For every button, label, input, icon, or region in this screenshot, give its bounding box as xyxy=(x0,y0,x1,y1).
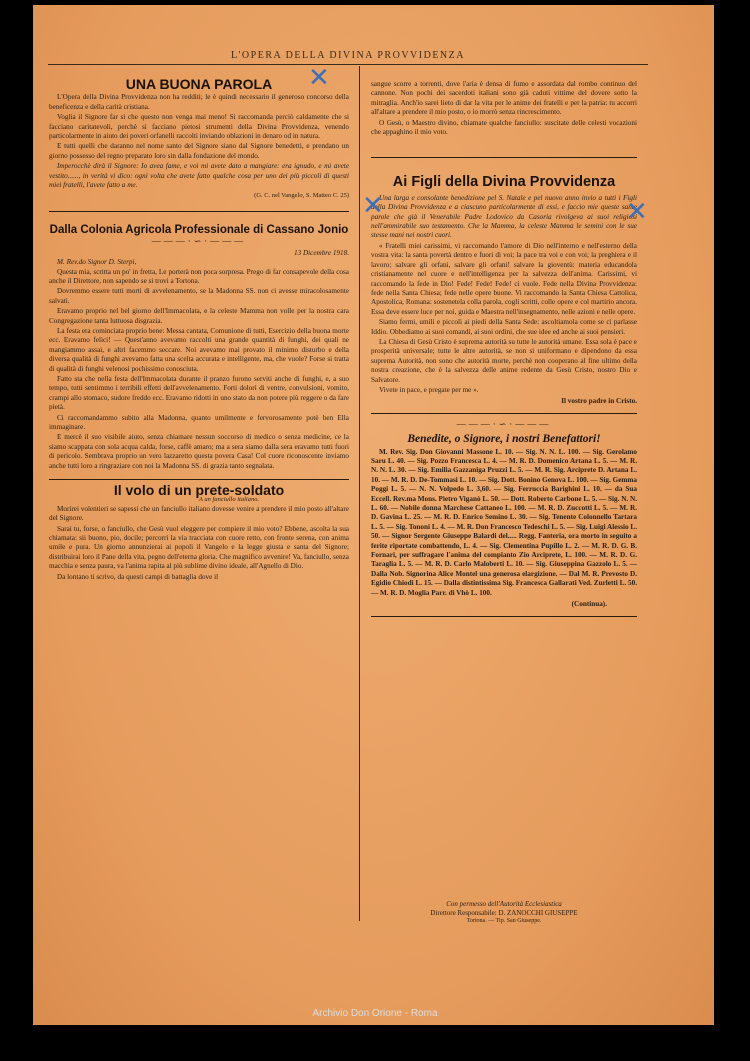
imprint-printer: Tortona. — Tip. San Giuseppe. xyxy=(466,918,542,924)
figli-p3: La Chiesa di Gesù Cristo è suprema autorità su tutte le autorità umane. Essa sola è pace e prosperità universale; tutte le altre autorità, se non si uniformano e dipendono da essa suprema Autorità, non sono che autorità morte, perchè non cooperano al fine ultimo della nostra creazione, che è la salvezza delle anime redente da Gesù Cristo, nostro Dio e Salvatore. xyxy=(371,337,637,384)
figli-intro: Una larga e consolante benedizione pel S. Natale e pel nuovo anno invio a tutti i Figli della Divina Provvidenza e a ciascuno particolarmente di essi, e faccio mie queste sante parole che già il Venerabile Padre Lodovico da Casoria rivolgeva ai suoi religiosi nell'ammirabile suo testamento. Che la Mamma, la celeste Mamma le semini con le sue stesse mani nei nostri cuori. xyxy=(371,193,637,240)
column-divider xyxy=(359,66,360,921)
separator xyxy=(371,616,637,617)
volo-continued-p2: O Gesù, o Maestro divino, chiamate qualche fanciullo: suscitate delle celesti vocazioni che appaghino il mio voto. xyxy=(371,118,637,137)
imprint-director: Direttore Responsabile: D. ZANOCCHI GIUSEPPE xyxy=(430,908,578,917)
volo-p1: Morirei volentieri se sapessi che un fanciullo italiano dovesse venire a prendere il mio posto all'altare del Signore. xyxy=(49,504,349,523)
colonia-p3: Eravamo proprio nel bel giorno dell'Immacolata, e la celeste Mamma non volle per la nostra cara Congregazione tanta luttuosa disgrazia. xyxy=(49,307,349,325)
archive-credit: Archivio Don Orione - Roma xyxy=(312,1008,438,1019)
page-header: L'OPERA DELLA DIVINA PROVVIDENZA xyxy=(231,50,465,61)
separator xyxy=(49,479,349,480)
volo-title: Il volo di un prete-soldato xyxy=(113,482,285,499)
figli-p2: Siamo fermi, umili e piccoli ai piedi della Santa Sede: ascoltiamola come se ci parlasse Iddio. Obbediamo ai suoi comandi, ai suoi ordini, che sue idee ed anche ai suoi pensieri. xyxy=(371,318,637,336)
buona-parola-p1: L'Opera della Divina Provvidenza non ha redditi; le è quindi necessario il generoso concorso della beneficenza e della carità cristiana. xyxy=(49,93,349,111)
volo-subtitle: A un fanciullo italiano. xyxy=(198,496,260,504)
colonia-p5: Fatto sta che nella festa dell'Immacolata durante il pranzo furono serviti anche di funghi, e, a suo tempo, tutti sentimmo i terribili effetti dell'avvelenamento. Forti dolori di ventre, convulsioni, vomito, crampi allo stomaco, sudore freddo ecc. Eravamo ridotti in uno stato da non potere più reggere o da fare pietà. xyxy=(49,374,349,412)
colonia-p6: Ci raccomandammo subito alla Madonna, quanto umilmente e fervorosamente potè ben Ella immaginare. xyxy=(49,413,349,431)
volo-continued-p1: sangue scorre a torrenti, dove l'aria è densa di fumo e assordata dal rombo continuo del cannone. Non pochi dei sacerdoti italiani sono già caduti vittime del dovere sotto la mitraglia. Anch'io sarei lieto di dar la vita per le anime dei fratelli e per la patria: tu accorri all'altare a prendere il mio posto, o io morrò senza rincrescimento. xyxy=(371,80,637,117)
colonia-p1: Questa mia, scritta un po' in fretta, Le porterà non poca sorpresa. Prego di far consapevole della cosa anche il Direttore, non sapendo se si trovi a Tortona. xyxy=(49,267,349,285)
separator xyxy=(371,413,637,414)
benefattori-title: Benedite, o Signore, i nostri Benefattori! xyxy=(407,433,601,446)
separator xyxy=(49,211,349,212)
colonia-salutation: M. Rev.do Signor D. Sterpi, xyxy=(57,258,137,267)
separator xyxy=(371,157,637,158)
benefattori-list: M. Rev. Sig. Don Giovanni Massone L. 10. — Sig. N. N. L. 100. — Sig. Gerolamo Saru L. 40. — Sig. Pozzo Francesca L. 4. — M. R. D. Domenico Artana L. 5. — M. R. N. N. L. 30. — Sig. Emilia Gazzaniga Pruzzi L. 5. — M. R. Sig. Arciprete D. Artana L. 10. — M. R. D. De-Tommasi L. 10. — Sig. Dott. Bonino Genova L. 100. — Sig. Gemma Poggi L. 5. — N. N. Volpedo L. 3,60. — Sig. Ferruccia Barighini L. 10. — da Sua Eccell. Rev.ma Mons. Pietro Viganò L. 50. — Dott. Roberto Carbone L. 5. — Sig. N. N. L. 60. — Nobile donna Marchese Cattaneo L. 100. — M. R. D. Zuccotti L. 5. — M. R. D. Gavina L. 25. — M. R. D. Enrico Semino L. 30. — Sig. Tenente Colonnello Tartara L. 5. — Sig. Tononi L. 4. — M. R. Don Francesco Tedeschi L. 5. — Sig. Luigi Alessio L. 50. — Signor Sergente Giuseppe Balardi del..... Regg. Fanteria, ora morto in seguito a ferite riportate combattendo, L. 4. — Sig. Clementina Pupillo L. 2. — M. R. D. G. B. Fornari, per suffragare l'anima del compianto Zio Arciprete, L. 100. — M. R. D. G. Taraglia L. 5. — M. R. D. Carlo Maloberti L. 10. — Sig. Giuseppina Gazzolo L. 5. — Dalla Nob. Signorina Alice Montel una generosa elargizione. — Dal M. R. Prevosto D. Egidio Chiodi L. 15. — Dalla distintissima Sig. Francesca Gallarati Ved. Zurletti L. 50. — M. R. D. Moglia Parr. di Vhò L. 100. xyxy=(371,447,637,597)
buona-parola-p3: E tutti quelli che daranno nel nome santo del Signore siano dal Signore benedetti, e prendano un giorno possesso del regno preparato loro sin dalla fondazione del mondo. xyxy=(49,142,349,160)
buona-parola-cite: (G. C. nel Vangelo, S. Matteo C. 25) xyxy=(254,192,349,200)
figli-title: Ai Figli della Divina Provvidenza xyxy=(392,174,616,191)
buona-parola-p4: Imperocchè dirà il Signore: Io avea fame, e voi mi avete dato a mangiare: era ignudo, e mi avete vestito......, in verità vi dico: ogni volta che avete fatto qualche cosa per uno dei più piccoli di questi miei fratelli, l'avete fatto a me. xyxy=(49,162,349,190)
volo-p2: Sarai tu, forse, o fanciullo, che Gesù vuol eleggere per compiere il mio voto? Ebbene, ascolta la sua chiamata: sii buono, pio, docile; percorri la via tracciata con cuore retto, con fronte serena, con anima umile e pura. Un giorno annunzierai ai popoli il Vangelo e la legge giusta e santa del Signore; distribuirai loro il Pane della vita, pegno dell'eterna gloria. Che magnifico avvenire! Va, fanciullo, senza macchia e senza paura, va l'anima rapita al più sublime divino ideale, all'Agnello di Dio. xyxy=(49,524,349,571)
imprint xyxy=(371,900,637,926)
figli-signature: Il vostro padre in Cristo. xyxy=(561,397,637,406)
left-column xyxy=(49,76,349,583)
benefattori-continua: (Continua). xyxy=(571,600,607,609)
figli-p4: Vivete in pace, e pregate per me ». xyxy=(379,385,479,394)
imprint-permission: Con permesso dell'Autorità Ecclesiastica xyxy=(446,900,562,908)
colonia-title: Dalla Colonia Agricola Professionale di Cassano Jonio xyxy=(49,223,349,236)
colonia-p2: Dovremmo essere tutti morti di avvelenamento, se la Madonna SS. non ci avesse miracolosamente salvati. xyxy=(49,287,349,305)
buona-parola-p2: Voglia il Signore far sì che questo non venga mai meno! Si raccomanda perciò caldamente che si facciano caritatevoli, perchè si facciano pietosi strumenti della Divina Provvidenza, venendo particolarmente in aiuto dei poveri orfanelli raccolti inviando oblazioni in denaro od in natura. xyxy=(49,113,349,141)
ornament: ———·∽·——— xyxy=(151,236,247,247)
figli-p1: « Fratelli miei carissimi, vi raccomando l'amore di Dio nell'interno e nell'esterno della vostra vita: la santa povertà dentro e fuori di voi; la pace tra voi e con voi; la preghiera e il lavoro; salvare gli orfani, salvare gli orfani! salvare la gioventù: materia educandola cristianamente nel cuore e nell'intelligenza per la salvezza dell'anima. Carissimi, vi raccomando la fede in Dio! Fede! Fede! Fede! ci vuole. Fede nella Divina Provvidenza: fede nella Santa Chiesa; fede nelle opere buone. Vi raccomando la Santa Chiesa Cattolica, Apostolica, Romana: sostenetela colla parola, cogli scritti, colle opere e col martirio ancora. Essa deve essere luce per noi, guida e Maestra nell'insegnamento, nelle azioni e nelle opere. xyxy=(371,241,637,316)
handwritten-x-mark: ✕ xyxy=(626,196,648,226)
colonia-date: 13 Dicembre 1918. xyxy=(293,248,349,257)
volo-p3: Da lontano ti scrivo, da questi campi di battaglia dove il xyxy=(57,572,219,581)
handwritten-x-mark: ✕ xyxy=(362,190,384,220)
handwritten-x-mark: ✕ xyxy=(308,62,330,92)
colonia-p4: La festa era cominciata proprio bene: Messa cantata, Comunione di tutti, Esercizio della buona morte ecc. Eravamo felici! — Quest'anno avevamo raccolti una grande quantità di funghi, dei quali ne mangiammo assai, e altri facemmo seccare. Noi avevamo mai provato il minimo disturbo e della diversa qualità di funghi avevamo fatta una scelta accurata e intelligente, ma, che vuole? Forse si tratta di qualità di funghi velenosi pochissimo conosciuta. xyxy=(49,326,349,373)
colonia-p7: E mercè il suo visibile aiuto, senza chiamare nessun soccorso di medico o senza medicine, ce la siamo scappata con sola acqua calda, forse, caffè amaro; ma a sera siamo dalla sera eravamo tutti fuori di pericolo. Sembrava proprio un vero lazzaretto questa povera Casa! Col cuore riconoscente inviamo anche tutti loro a ringraziare con noi la Madonna SS. di grazia tanto segnalata. xyxy=(49,433,349,470)
ornament: ———·∽·——— xyxy=(456,418,552,429)
header-rule xyxy=(48,64,648,65)
right-column xyxy=(371,80,637,623)
buona-parola-title: UNA BUONA PAROLA xyxy=(125,76,273,92)
